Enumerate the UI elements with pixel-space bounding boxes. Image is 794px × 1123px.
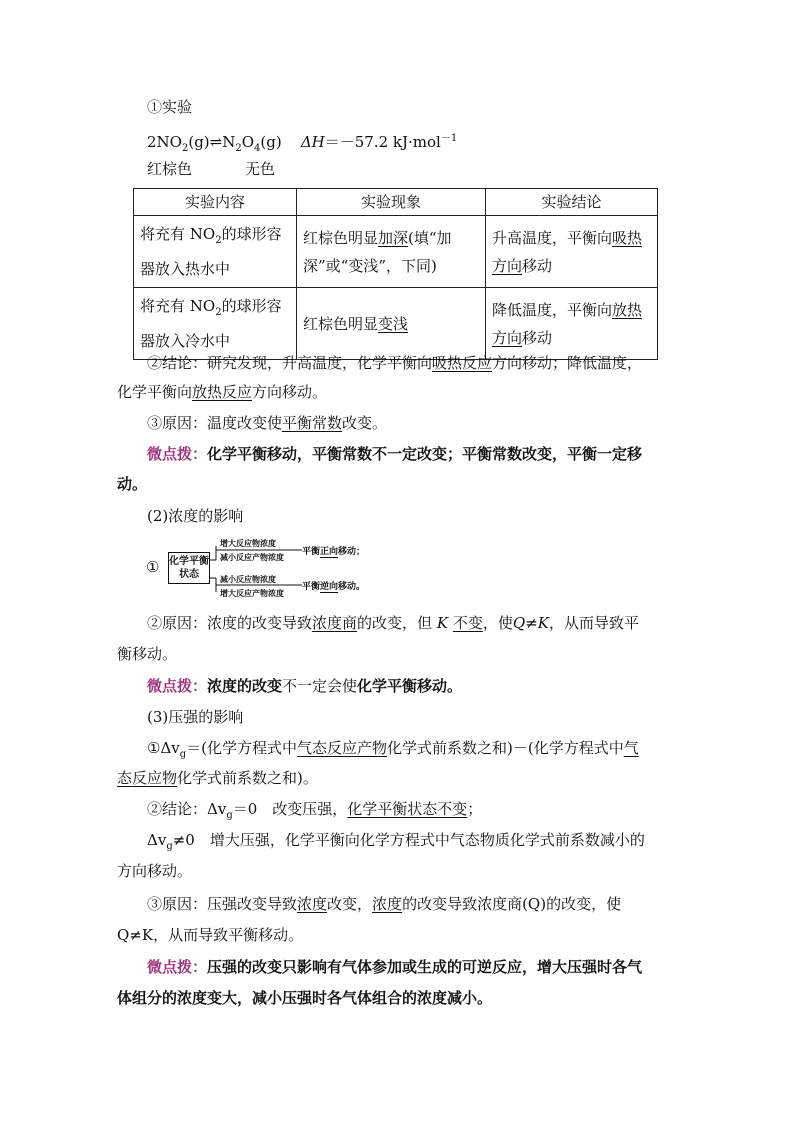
pressure-definition-line-1: $①\Delta v_g=$(化学方程式中气态反应产物化学式前系数之和)－(化学方程式中气	[147, 739, 639, 760]
table-row	[134, 288, 658, 360]
tip-1-line-2: 动。	[117, 475, 148, 493]
color-right: 无色	[245, 160, 276, 178]
table-header-row	[134, 189, 658, 216]
diagram-label-bottom-1: 减小反应物浓度	[220, 574, 276, 584]
conclusion-line-2: 化学平衡向放热反应方向移动。	[117, 383, 328, 401]
reason-concentration-line-2: 衡移动。	[117, 645, 178, 663]
diagram-label-top-1: 增大反应物浓度	[220, 538, 276, 548]
section-heading-pressure: (3)压强的影响	[147, 708, 244, 726]
tip-1-line-1: 微点拨：化学平衡移动，平衡常数不一定改变；平衡常数改变，平衡一定移	[147, 445, 643, 463]
pressure-conclusion-line-3: 方向移动。	[117, 862, 193, 880]
equilibrium-arrow-icon: ⇌	[209, 133, 223, 151]
table-cell: 降低温度，平衡向放热方向移动	[486, 288, 658, 360]
section-heading-experiment: ①实验	[147, 98, 193, 116]
reason-concentration-line-1: ②原因：浓度的改变导致浓度商的改变，但 K 不变，使Q≠K，从而导致平	[147, 614, 639, 632]
table-header: 实验现象	[297, 189, 486, 216]
diagram-result-forward: 平衡正向移动；	[302, 547, 366, 557]
table-header: 实验结论	[486, 189, 658, 216]
table-header: 实验内容	[134, 189, 297, 216]
table-cell: 升高温度，平衡向吸热方向移动	[486, 216, 658, 288]
pressure-conclusion-line-1: ②结论：$\Delta v_g=0$ 改变压强，化学平衡状态不变；	[147, 800, 483, 821]
pressure-definition-line-2: 态反应物化学式前系数之和)。	[117, 769, 318, 787]
table-cell: 红棕色明显变浅	[297, 288, 486, 360]
tip-3-line-1: 微点拨：压强的改变只影响有气体参加或生成的可逆反应，增大压强时各气	[147, 958, 643, 976]
conclusion-line-1: ②结论：研究发现，升高温度，化学平衡向吸热反应方向移动；降低温度，	[147, 354, 643, 372]
diagram-result-reverse: 平衡逆向移动。	[302, 582, 366, 592]
tip-3-line-2: 体组分的浓度变大，减小压强时各气体组合的浓度减小。	[117, 989, 493, 1007]
equilibrium-state-box: 化学平衡状态	[168, 552, 210, 584]
experiment-table	[133, 188, 658, 360]
diagram-number: ①	[146, 558, 160, 576]
table-cell: 将充有 $NO_2$的球形容器放入冷水中	[134, 288, 297, 360]
section-heading-concentration: (2)浓度的影响	[147, 507, 244, 525]
pressure-reason-line-2: Q≠K，从而导致平衡移动。	[117, 926, 304, 944]
concentration-diagram	[146, 538, 406, 598]
table-cell: 红棕色明显加深(填“加深”或“变浅”，下同)	[297, 216, 486, 288]
reason-temperature: ③原因：温度改变使平衡常数改变。	[147, 414, 388, 432]
diagram-label-top-2: 减小反应产物浓度	[220, 552, 284, 562]
tip-2: 微点拨：浓度的改变不一定会使化学平衡移动。	[147, 677, 463, 695]
color-left: 红棕色	[147, 160, 193, 178]
diagram-label-bottom-2: 增大反应产物浓度	[220, 588, 284, 598]
table-cell: 将充有 $NO_2$的球形容器放入热水中	[134, 216, 297, 288]
pressure-reason-line-1: ③原因：压强改变导致浓度改变，浓度的改变导致浓度商(Q)的改变，使	[147, 895, 622, 913]
chemical-equation: $2NO_2(g)\rightleftharpoons N_2O_4(g)$ ΔH＝－57.2 kJ·mol$^{-1}$	[147, 133, 458, 154]
table-row	[134, 216, 658, 288]
pressure-conclusion-line-2: $\Delta v_g\ne 0$ 增大压强，化学平衡向化学方程式中气态物质化学式前系数减小的	[147, 831, 645, 852]
